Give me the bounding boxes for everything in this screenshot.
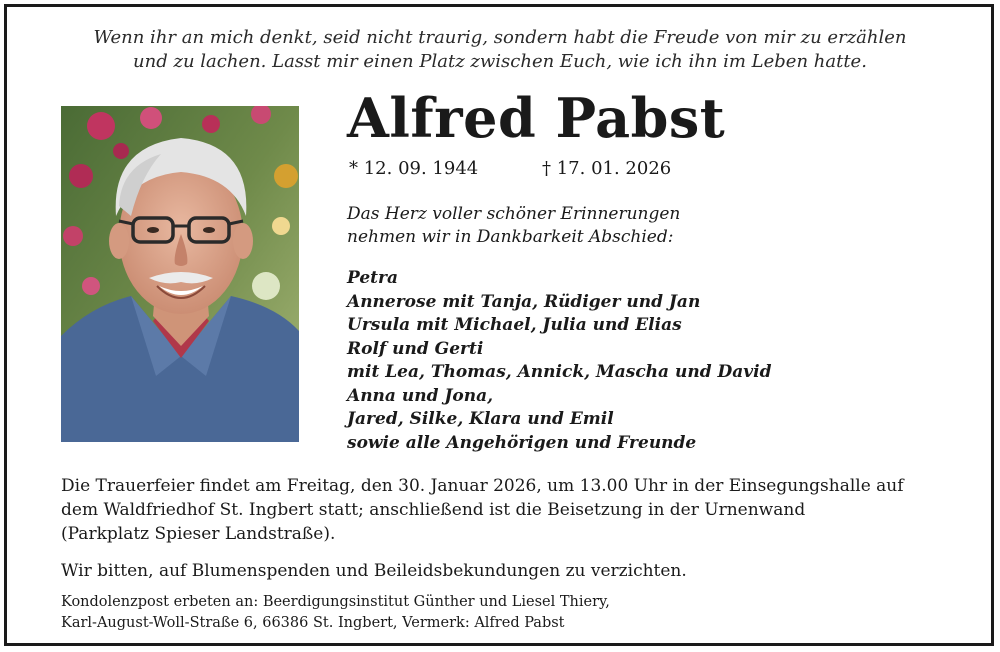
mourner-entry: Petra <box>347 268 398 288</box>
intro-line-2: nehmen wir in Dankbarkeit Abschied: <box>347 227 674 247</box>
mourner-entry: Jared, Silke, Klara und Emil <box>347 409 614 429</box>
funeral-line-3: (Parkplatz Spieser Landstraße). <box>61 524 336 544</box>
motto-quote <box>0 26 1000 74</box>
mourner-entry: sowie alle Angehörigen und Freunde <box>347 432 697 453</box>
motto-line-2: und zu lachen. Lasst mir einen Platz zwischen Euch, wie ich ihn im Leben hatte. <box>133 51 867 72</box>
death-date: † 17. 01. 2026 <box>542 158 672 179</box>
funeral-line-1: Die Trauerfeier findet am Freitag, den 30. Januar 2026, um 13.00 Uhr in der Einsegungshalle auf <box>61 476 904 496</box>
condolence-line-1: Kondolenzpost erbeten an: Beerdigungsinstitut Günther und Liesel Thiery, <box>61 594 610 610</box>
funeral-details <box>61 474 976 546</box>
portrait-photo <box>61 106 299 442</box>
condolence-address <box>61 592 610 634</box>
deceased-name: Alfred Pabst <box>347 86 726 150</box>
intro-line-1: Das Herz voller schöner Erinnerungen <box>347 204 681 224</box>
mourner-entry: Rolf und Gerti <box>347 338 484 359</box>
motto-line-1: Wenn ihr an mich denkt, seid nicht traurig, sondern habt die Freude von mir zu erzählen <box>93 27 907 48</box>
farewell-intro <box>347 203 680 249</box>
mourners-list <box>347 267 772 455</box>
funeral-line-2: dem Waldfriedhof St. Ingbert statt; anschließend ist die Beisetzung in der Urnenwand <box>61 500 806 520</box>
mourner-entry: Anna und Jona, <box>347 385 494 406</box>
mourner-entry: mit Lea, Thomas, Annick, Mascha und David <box>347 362 772 382</box>
flower-request: Wir bitten, auf Blumenspenden und Beileidsbekundungen zu verzichten. <box>61 561 687 581</box>
mourner-entry: Annerose mit Tanja, Rüdiger und Jan <box>347 291 701 312</box>
birth-date: * 12. 09. 1944 <box>349 158 479 179</box>
mourner-entry: Ursula mit Michael, Julia und Elias <box>347 315 682 335</box>
condolence-line-2: Karl-August-Woll-Straße 6, 66386 St. Ingbert, Vermerk: Alfred Pabst <box>61 615 565 631</box>
